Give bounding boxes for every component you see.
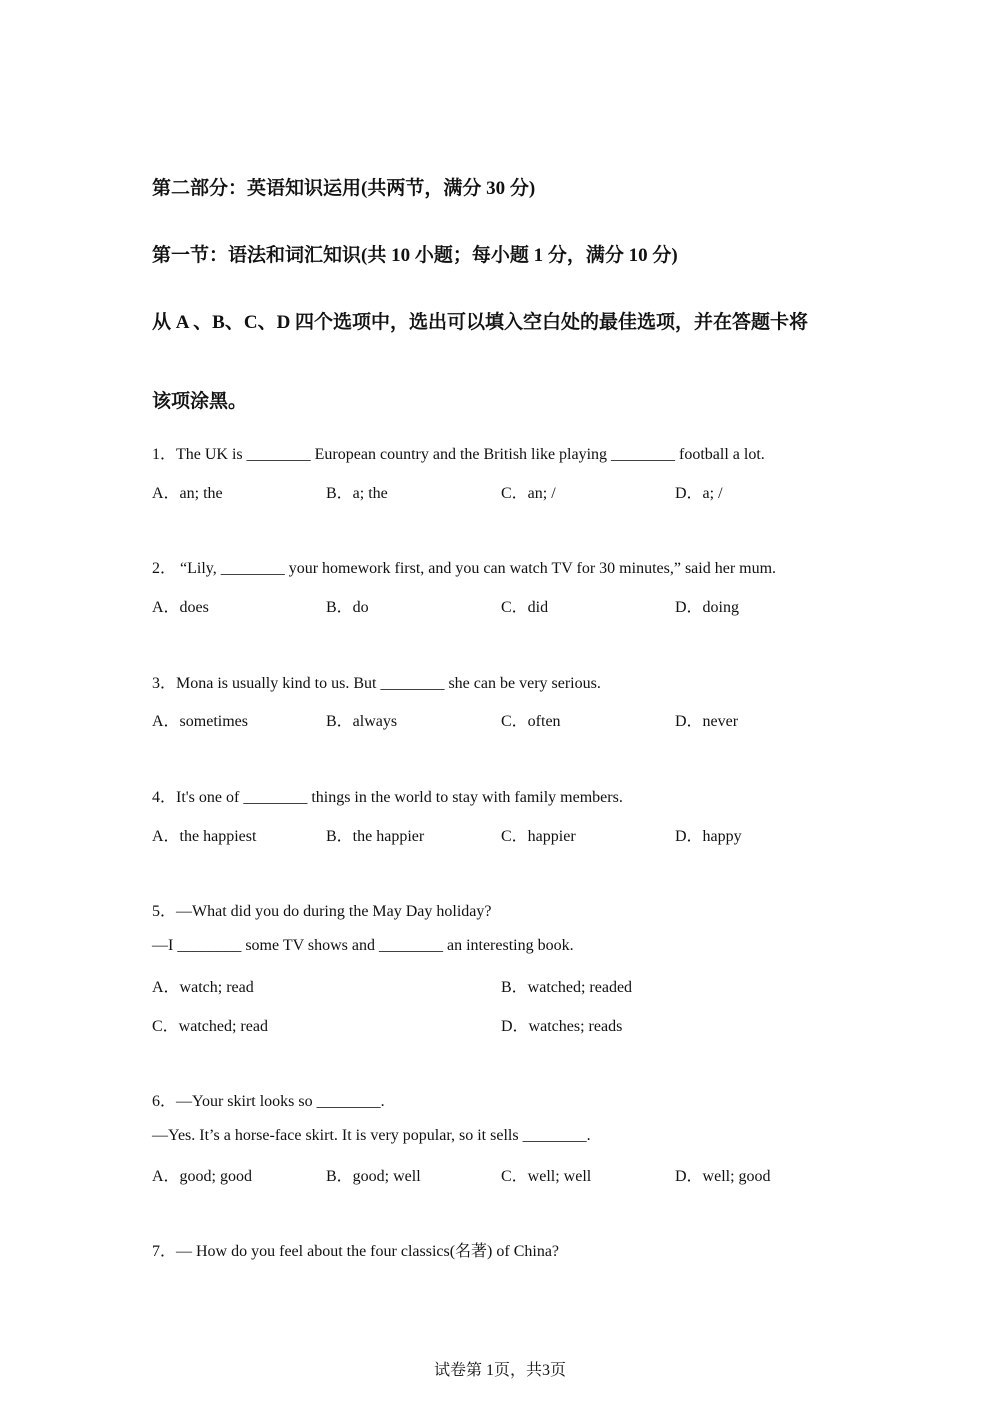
- page-footer: 试卷第 1页，共3页: [433, 1362, 566, 1379]
- question-1-option-b: B．a; the: [326, 485, 388, 502]
- question-1-option-a: A．an; the: [152, 485, 223, 502]
- question-3-option-c: C．often: [501, 713, 561, 730]
- question-6-option-c: C．well; well: [501, 1168, 592, 1185]
- question-4-option-d: D．happy: [675, 828, 742, 845]
- question-7-stem: 7．— How do you feel about the four classics(名著) of China?: [152, 1243, 560, 1260]
- question-3-stem: 3．Mona is usually kind to us. But ________ she can be very serious.: [152, 675, 601, 692]
- question-2-option-b: B．do: [326, 599, 369, 616]
- question-5-option-a: A．watch; read: [152, 979, 254, 996]
- instruction-line-1: 从 A 、B、C、D 四个选项中，选出可以填入空白处的最佳选项，并在答题卡将: [152, 312, 809, 333]
- question-6-stem: 6．—Your skirt looks so ________.: [152, 1093, 385, 1110]
- question-4-option-b: B．the happier: [326, 828, 425, 845]
- question-6-option-b: B．good; well: [326, 1168, 421, 1185]
- question-3-option-d: D．never: [675, 713, 739, 730]
- question-3-option-a: A．sometimes: [152, 713, 248, 730]
- question-4-stem: 4．It's one of ________ things in the world to stay with family members.: [152, 789, 623, 806]
- question-1-option-c: C．an; /: [501, 485, 556, 502]
- question-6-reply: —Yes. It’s a horse-face skirt. It is very popular, so it sells ________.: [152, 1127, 591, 1144]
- section-heading: 第一节：语法和词汇知识(共 10 小题；每小题 1 分，满分 10 分): [152, 245, 678, 266]
- question-3-option-b: B．always: [326, 713, 398, 730]
- question-4-option-a: A．the happiest: [152, 828, 257, 845]
- question-2-option-d: D．doing: [675, 599, 740, 616]
- instruction-line-2: 该项涂黑。: [152, 391, 248, 412]
- question-5-stem: 5．—What did you do during the May Day holiday?: [152, 903, 492, 920]
- question-6-option-a: A．good; good: [152, 1168, 253, 1185]
- question-6-option-d: D．well; good: [675, 1168, 771, 1185]
- question-5-reply: —I ________ some TV shows and ________ an interesting book.: [152, 937, 574, 954]
- question-1-option-d: D．a; /: [675, 485, 723, 502]
- question-2-stem: 2． “Lily, ________ your homework first, and you can watch TV for 30 minutes,” said her mum.: [152, 560, 777, 577]
- question-5-option-d: D．watches; reads: [501, 1018, 623, 1035]
- question-1-stem: 1．The UK is ________ European country and the British like playing ________ football a lot.: [152, 446, 765, 463]
- question-2-option-c: C．did: [501, 599, 549, 616]
- question-5-option-b: B．watched; readed: [501, 979, 633, 996]
- question-5-option-c: C．watched; read: [152, 1018, 268, 1035]
- question-4-option-c: C．happier: [501, 828, 576, 845]
- part-heading: 第二部分：英语知识运用(共两节，满分 30 分): [152, 178, 536, 199]
- question-2-option-a: A．does: [152, 599, 209, 616]
